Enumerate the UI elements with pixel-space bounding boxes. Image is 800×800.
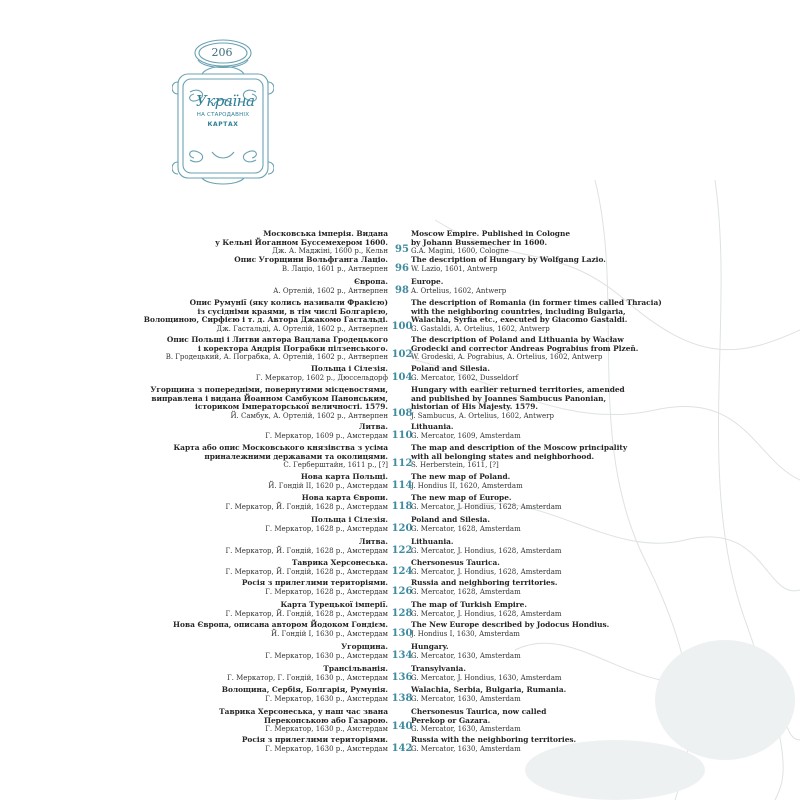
en-source: G. Mercator, J. Hondius, 1628, Amsterdam [411,502,562,511]
en-entry [411,444,627,470]
en-source: J. Hondius II, 1620, Amsterdam [411,481,523,490]
en-entry [411,299,662,333]
uk-title-line: Таврика Херсонеська. [291,558,388,567]
page-ref: 122 [391,545,413,556]
uk-entry [173,444,388,470]
en-entry [411,278,506,295]
uk-title-line: Литва. [358,537,388,546]
uk-source: С. Герберштайн, 1611 р., [?] [283,461,388,470]
uk-source: Дж. А. Маджіні, 1600 р., Кельн [272,247,388,256]
uk-entry [226,538,388,555]
page-ref: 118 [391,501,413,512]
en-source: A. Ortelius, 1602, Antwerp [411,286,507,295]
uk-title-line: Перекопською або Газарою. [263,715,388,725]
emblem-subtitle-line1: НА СТАРОДАВНІХ [196,112,250,118]
uk-source: Дж. Гастальді, А. Ортелій, 1602 р., Антверпен [216,324,388,333]
en-source: G. Mercator, 1628, Amsterdam [411,587,521,596]
en-entry [411,494,562,511]
en-title-line: Chersonesus Taurica, now called [411,707,547,716]
en-entry [411,665,562,682]
uk-title-line: Нова Європа, описана автором Йодоком Гондієм. [173,620,388,629]
page-ref: 114 [391,480,413,491]
uk-title-line: Європа. [354,277,388,286]
en-source: G. Mercator, 1630, Amsterdam [411,725,521,734]
uk-source: Й. Гондій II, 1620 р., Амстердам [268,481,388,490]
uk-title-line: Карта Турецької імперії. [280,600,388,609]
en-title-line: Transylvania. [411,664,466,673]
page-ref: 112 [391,458,413,469]
uk-entry [227,665,388,682]
en-title-line: Hungary. [411,642,449,651]
uk-title-line: Росія з прилеглими територіями. [241,578,388,587]
uk-title-line: істориком Імператорської величності. 1579. [195,402,388,412]
en-title-line: Hungary with earlier returned territories, amended [411,385,625,394]
en-source: G. Mercator, 1602, Dusseldorf [411,373,519,382]
uk-title-line: Карта або опис Московського князівства з усіма [173,443,388,452]
uk-entry [242,579,388,596]
en-title-line: historian of His Majesty. 1579. [411,402,538,412]
en-title-line: Moscow Empire. Published in Cologne [411,229,571,238]
en-source: W. Grodeski, A. Pograbius, A. Ortelius, 1602, Antwerp [411,353,603,362]
page-ref: 102 [391,349,413,360]
page-ref: 126 [391,586,413,597]
uk-source: Г. Меркатор, 1630 р., Амстердам [265,651,388,660]
uk-source: Г. Меркатор, 1630 р., Амстердам [265,725,388,734]
uk-title-line: приналежними державами та околицями. [204,451,388,461]
uk-title-line: Опис Угорщини Вольфганга Лаціо. [234,255,388,264]
en-source: G. Mercator, 1628, Amsterdam [411,524,521,533]
en-title-line: Grodecki and corrector Andreas Pograbius from Plzeň. [411,343,639,353]
uk-entry [173,621,388,638]
en-title-line: Perekop or Gazara. [411,715,491,725]
en-title-line: by Johann Bussemecher in 1600. [411,237,548,247]
page-ref: 120 [391,523,413,534]
uk-title-line: Опис Румунії (яку колись називали Фракією) [189,298,388,307]
page-ref: 128 [391,608,413,619]
en-title-line: The map of Turkish Empire. [411,600,527,609]
page-ref: 104 [391,372,413,383]
en-source: G.A. Magini, 1600, Cologne [411,247,509,256]
uk-entry [265,423,388,440]
uk-source: Г. Меркатор, 1628 р., Амстердам [265,524,388,533]
en-source: G. Mercator, J. Hondius, 1630, Amsterdam [411,673,562,682]
uk-title-line: Литва. [358,422,388,431]
en-title-line: Walachia, Syrfia etc., executed by Giacomo Gastaldi. [411,315,628,325]
page-ref: 130 [391,628,413,639]
uk-title-line: Трансільванія. [323,664,388,673]
en-entry [411,601,562,618]
uk-source: Й. Гондій I, 1630 р., Амстердам [270,629,388,638]
uk-source: Г. Меркатор, 1630 р., Амстердам [265,744,388,753]
en-entry [411,365,518,382]
uk-source: Г. Меркатор, Й. Гондій, 1628 р., Амстердам [225,567,388,576]
uk-source: Г. Меркатор, Й. Гондій, 1628 р., Амстердам [225,502,388,511]
uk-entry [219,708,388,734]
en-title-line: Walachia, Serbia, Bulgaria, Rumania. [411,685,567,694]
uk-title-line: Таврика Херсонеська, у наш час звана [219,707,388,716]
uk-source: Г. Меркатор, Й. Гондій, 1628 р., Амстердам [225,546,388,555]
uk-entry [234,256,388,273]
uk-entry [273,278,388,295]
en-source: G. Mercator, 1630, Amsterdam [411,651,521,660]
en-title-line: The new map of Europe. [411,493,512,502]
en-entry [411,386,625,420]
uk-title-line: виправлена і видана Йоанном Самбуком Панонським, [151,393,388,403]
uk-title-line: Нова карта Європи. [301,493,388,502]
en-title-line: Poland and Silesia. [411,515,490,524]
en-title-line: Lithuania. [411,537,454,546]
en-title-line: with all belonging states and neighborhood. [411,451,595,461]
en-title-line: with the neighboring countries, including Bulgaria, [411,306,626,316]
uk-source: Й. Самбук, А. Ортелій, 1602 р., Антверпен [230,411,388,420]
page-ref: 136 [391,672,413,683]
uk-title-line: і коректора Андрія Пограбки пілзенського. [197,343,388,353]
page-ref: 96 [395,263,409,274]
en-entry [411,621,609,638]
uk-source: В. Гродецький, А. Пограбка, А. Ортелій, 1602 р., Антверпен [165,353,388,362]
uk-entry [265,516,388,533]
en-entry [411,473,523,490]
uk-source: Г. Меркатор, Й. Гондій, 1628 р., Амстердам [225,609,388,618]
en-title-line: The description of Romania (in former times called Thracia) [411,298,662,307]
en-title-line: The New Europe described by Jodocus Hondius. [411,620,610,629]
en-entry [411,423,521,440]
uk-title-line: Московська імперія. Видана [263,229,388,238]
page-ref: 140 [391,721,413,732]
en-entry [411,256,606,273]
uk-source: В. Лаціо, 1601 р., Антверпен [281,264,388,273]
page-ref: 124 [391,566,413,577]
uk-title-line: Польща і Сілезія. [310,364,388,373]
uk-entry [242,736,388,753]
uk-title-line: Угорщина. [341,642,388,651]
page-ref: 142 [391,743,413,754]
en-source: J. Sambucus, A. Ortelius, 1602, Antwerp [411,411,554,420]
page-number: 206 [211,46,233,59]
en-title-line: Lithuania. [411,422,454,431]
uk-entry [226,494,388,511]
en-title-line: The map and description of the Moscow principality [411,443,628,452]
uk-title-line: Нова карта Польщі. [300,472,388,481]
uk-entry [226,559,388,576]
en-title-line: Chersonesus Taurica. [411,558,500,567]
en-entry [411,686,566,703]
en-source: J. Hondius I, 1630, Amsterdam [411,629,520,638]
uk-title-line: Польща і Сілезія. [310,515,388,524]
page-ref: 108 [391,408,413,419]
en-entry [411,708,546,734]
en-entry [411,516,521,533]
uk-entry [150,386,388,420]
uk-source: Г. Меркатор, Г. Гондій, 1630 р., Амстердам [227,673,388,682]
uk-source: Г. Меркатор, 1609 р., Амстердам [265,431,388,440]
uk-entry [166,336,388,362]
uk-entry [144,299,388,333]
uk-title-line: Росія з прилеглими територіями. [241,735,388,744]
uk-entry [256,365,388,382]
en-entry [411,643,521,660]
en-source: G. Mercator, 1609, Amsterdam [411,431,521,440]
en-source: W. Lazio, 1601, Antwerp [411,264,498,273]
page-ref: 100 [391,321,413,332]
emblem-subtitle-line2: КАРТАХ [207,121,239,128]
page-ref: 98 [395,285,409,296]
uk-entry [265,643,388,660]
en-source: G. Mercator, 1630, Amsterdam [411,694,521,703]
en-entry [411,579,557,596]
uk-source: Г. Меркатор, 1628 р., Амстердам [265,587,388,596]
en-entry [411,538,562,555]
en-title-line: The description of Poland and Lithuania by Wacław [411,335,624,344]
en-title-line: Europe. [411,277,444,286]
uk-title-line: із сусідніми краями, в тім числі Болгарією, [197,306,388,316]
en-title-line: and published by Joannes Sambucus Panonian, [411,393,607,403]
uk-source: Г. Меркатор, 1630 р., Амстердам [265,694,388,703]
en-entry [411,336,638,362]
uk-title-line: у Кельні Йоганном Буссемехером 1600. [215,237,388,247]
uk-entry [222,686,388,703]
en-title-line: Russia and neighboring territories. [411,578,558,587]
uk-source: Г. Меркатор, 1602 р., Дюссельдорф [255,373,388,382]
uk-entry [215,230,388,256]
uk-title-line: Опис Польщі і Литви автора Вацлава Гродецького [166,335,388,344]
en-entry [411,559,562,576]
uk-entry [226,601,388,618]
uk-title-line: Угорщина з попередніми, повернутими місцевостями, [150,385,388,394]
page-ref: 138 [391,693,413,704]
en-source: G. Mercator, 1630, Amsterdam [411,744,521,753]
uk-title-line: Волощина, Сербія, Болгарія, Румунія. [221,685,388,694]
page-ref: 110 [391,430,413,441]
uk-source: А. Ортелій, 1602 р., Антверпен [273,286,388,295]
en-title-line: Russia with the neighboring territories. [411,735,577,744]
en-title-line: The new map of Poland. [411,472,511,481]
uk-title-line: Волощиною, Сирфією і т. д. Автора Джакомо Гастальді. [143,315,388,325]
en-source: G. Mercator, J. Hondius, 1628, Amsterdam [411,567,562,576]
en-source: S. Herberstein, 1611, [?] [411,461,499,470]
emblem-title: Україна [196,92,255,110]
uk-entry [268,473,388,490]
en-source: G. Gastaldi, A. Ortelius, 1602, Antwerp [411,324,550,333]
page-ref: 134 [391,650,413,661]
en-source: G. Mercator, J. Hondius, 1628, Amsterdam [411,609,562,618]
en-entry [411,230,570,256]
en-title-line: The description of Hungary by Wolfgang Lazio. [411,255,606,264]
en-title-line: Poland and Silesia. [411,364,490,373]
en-entry [411,736,576,753]
page-ref: 95 [395,244,409,255]
en-source: G. Mercator, J. Hondius, 1628, Amsterdam [411,546,562,555]
